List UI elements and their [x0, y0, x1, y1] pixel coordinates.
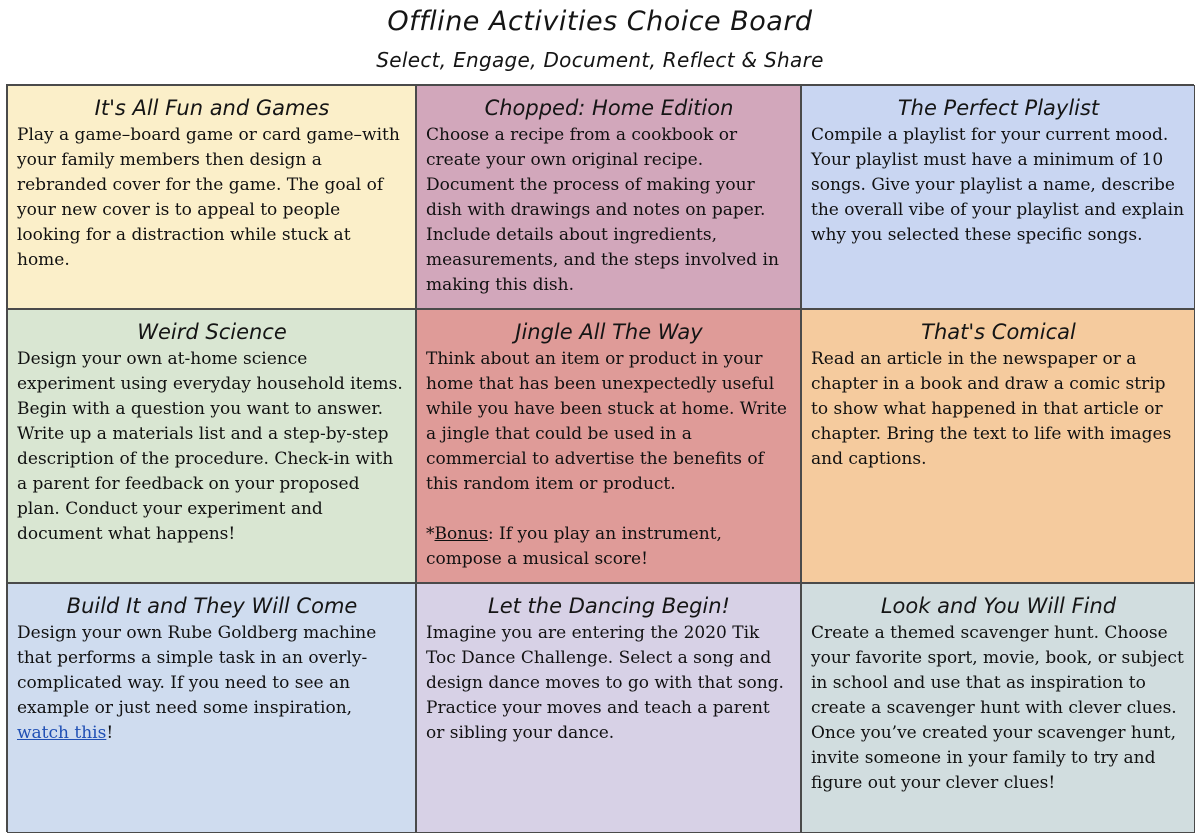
- activity-description: Compile a playlist for your current mood. Your playlist must have a minimum of 10 songs. Give your playlist a name, describe the overall vibe of your playlist and explain why you selected these specific songs.: [811, 125, 1185, 245]
- activity-cell-jingle: [416, 309, 801, 583]
- activity-description: [17, 621, 407, 746]
- bonus-label: Bonus: [434, 524, 488, 544]
- bonus-note: [426, 522, 792, 572]
- activity-cell-rube-goldberg: [7, 583, 416, 833]
- activity-title: That's Comical: [921, 320, 1076, 344]
- activity-cell-fun-and-games: [7, 85, 416, 309]
- activity-title: Chopped: Home Edition: [484, 96, 734, 120]
- activity-description: Read an article in the newspaper or a chapter in a book and draw a comic strip to show what happened in that article or chapter. Bring the text to life with images and captions.: [811, 349, 1172, 469]
- activity-title: Weird Science: [137, 320, 287, 344]
- activity-title: It's All Fun and Games: [94, 96, 330, 120]
- activity-cell-comical: [801, 309, 1195, 583]
- page-title: Offline Activities Choice Board: [387, 6, 813, 37]
- activity-cell-perfect-playlist: [801, 85, 1195, 309]
- bonus-prefix: *: [426, 524, 435, 544]
- activity-title: Look and You Will Find: [880, 594, 1117, 618]
- activity-cell-weird-science: [7, 309, 416, 583]
- activity-title: Jingle All The Way: [515, 320, 703, 344]
- activity-description: Create a themed scavenger hunt. Choose your favorite sport, movie, book, or subject in school and use that as inspiration to create a scavenger hunt with clever clues. Once you’ve created your scavenger hunt, invite someone in your family to try and figure out your clever clues!: [811, 623, 1184, 793]
- choice-board-grid: [6, 84, 1194, 832]
- bonus-text: : If you play an instrument, compose a musical score!: [426, 524, 722, 569]
- activity-description: Think about an item or product in your home that has been unexpectedly useful while you have been stuck at home. Write a jingle that could be used in a commercial to advertise the benefits of this random item or product.: [426, 349, 787, 494]
- activity-description-end: !: [106, 723, 114, 743]
- activity-description: Design your own at-home science experiment using everyday household items. Begin with a question you want to answer. Write up a materials list and a step-by-step description of the procedure. Check-in with a parent for feedback on your proposed plan. Conduct your experiment and document what happens!: [17, 349, 403, 544]
- page-subtitle: Select, Engage, Document, Reflect & Share: [376, 48, 824, 72]
- activity-cell-chopped: [416, 85, 801, 309]
- activity-title: Let the Dancing Begin!: [488, 594, 730, 618]
- activity-description-text: Design your own Rube Goldberg machine that performs a simple task in an overly-complicated way. If you need to see an example or just need some inspiration,: [17, 623, 377, 718]
- activity-cell-scavenger-hunt: [801, 583, 1195, 833]
- activity-description: Imagine you are entering the 2020 Tik Toc Dance Challenge. Select a song and design dance moves to go with that song. Practice your moves and teach a parent or sibling your dance.: [426, 623, 784, 743]
- activity-cell-dancing: [416, 583, 801, 833]
- activity-description: Play a game–board game or card game–with your family members then design a rebranded cover for the game. The goal of your new cover is to appeal to people looking for a distraction while stuck at home.: [17, 125, 400, 270]
- watch-this-link[interactable]: watch this: [17, 723, 107, 743]
- activity-title: The Perfect Playlist: [897, 96, 1100, 120]
- activity-title: Build It and They Will Come: [66, 594, 358, 618]
- board-header: [0, 0, 1200, 84]
- activity-description: Choose a recipe from a cookbook or create your own original recipe. Document the process of making your dish with drawings and notes on paper. Include details about ingredients, measurements, and the steps involved in making this dish.: [426, 125, 779, 295]
